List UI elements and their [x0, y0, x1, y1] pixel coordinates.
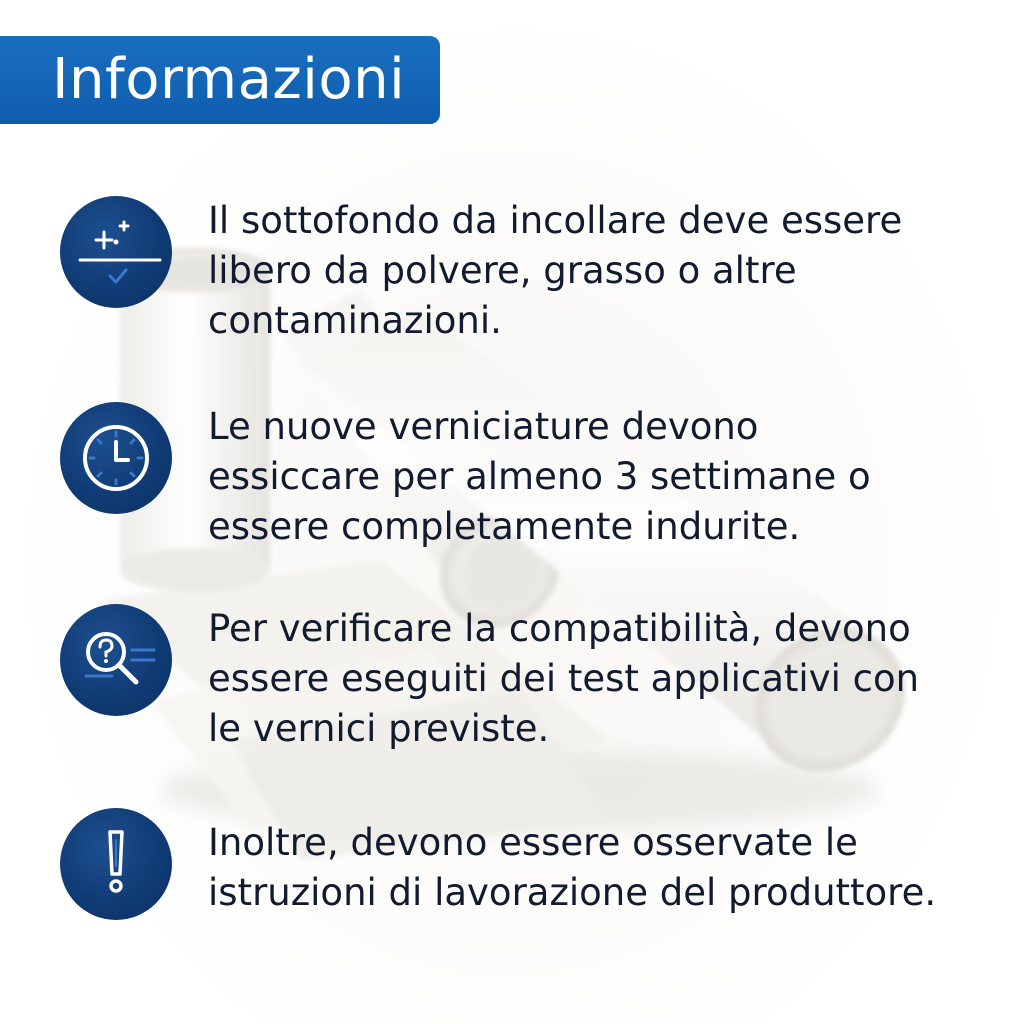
info-text: Per verificare la compatibilità, devono essere eseguiti dei test applicativi con le vernici previste.: [208, 607, 920, 750]
page-title: Informazioni: [52, 47, 406, 112]
clock-icon: [60, 402, 172, 514]
info-text: Le nuove verniciature devono essiccare per almeno 3 settimane o essere completamente indurite.: [208, 405, 871, 548]
exclamation-icon: [60, 808, 172, 920]
info-text: Inoltre, devono essere osservate le istruzioni di lavorazione del produttore.: [208, 821, 937, 914]
search-question-icon: [60, 604, 172, 716]
surface-clean-icon: [60, 196, 172, 308]
info-text: Il sottofondo da incollare deve essere libero da polvere, grasso o altre contaminazioni.: [208, 199, 903, 342]
